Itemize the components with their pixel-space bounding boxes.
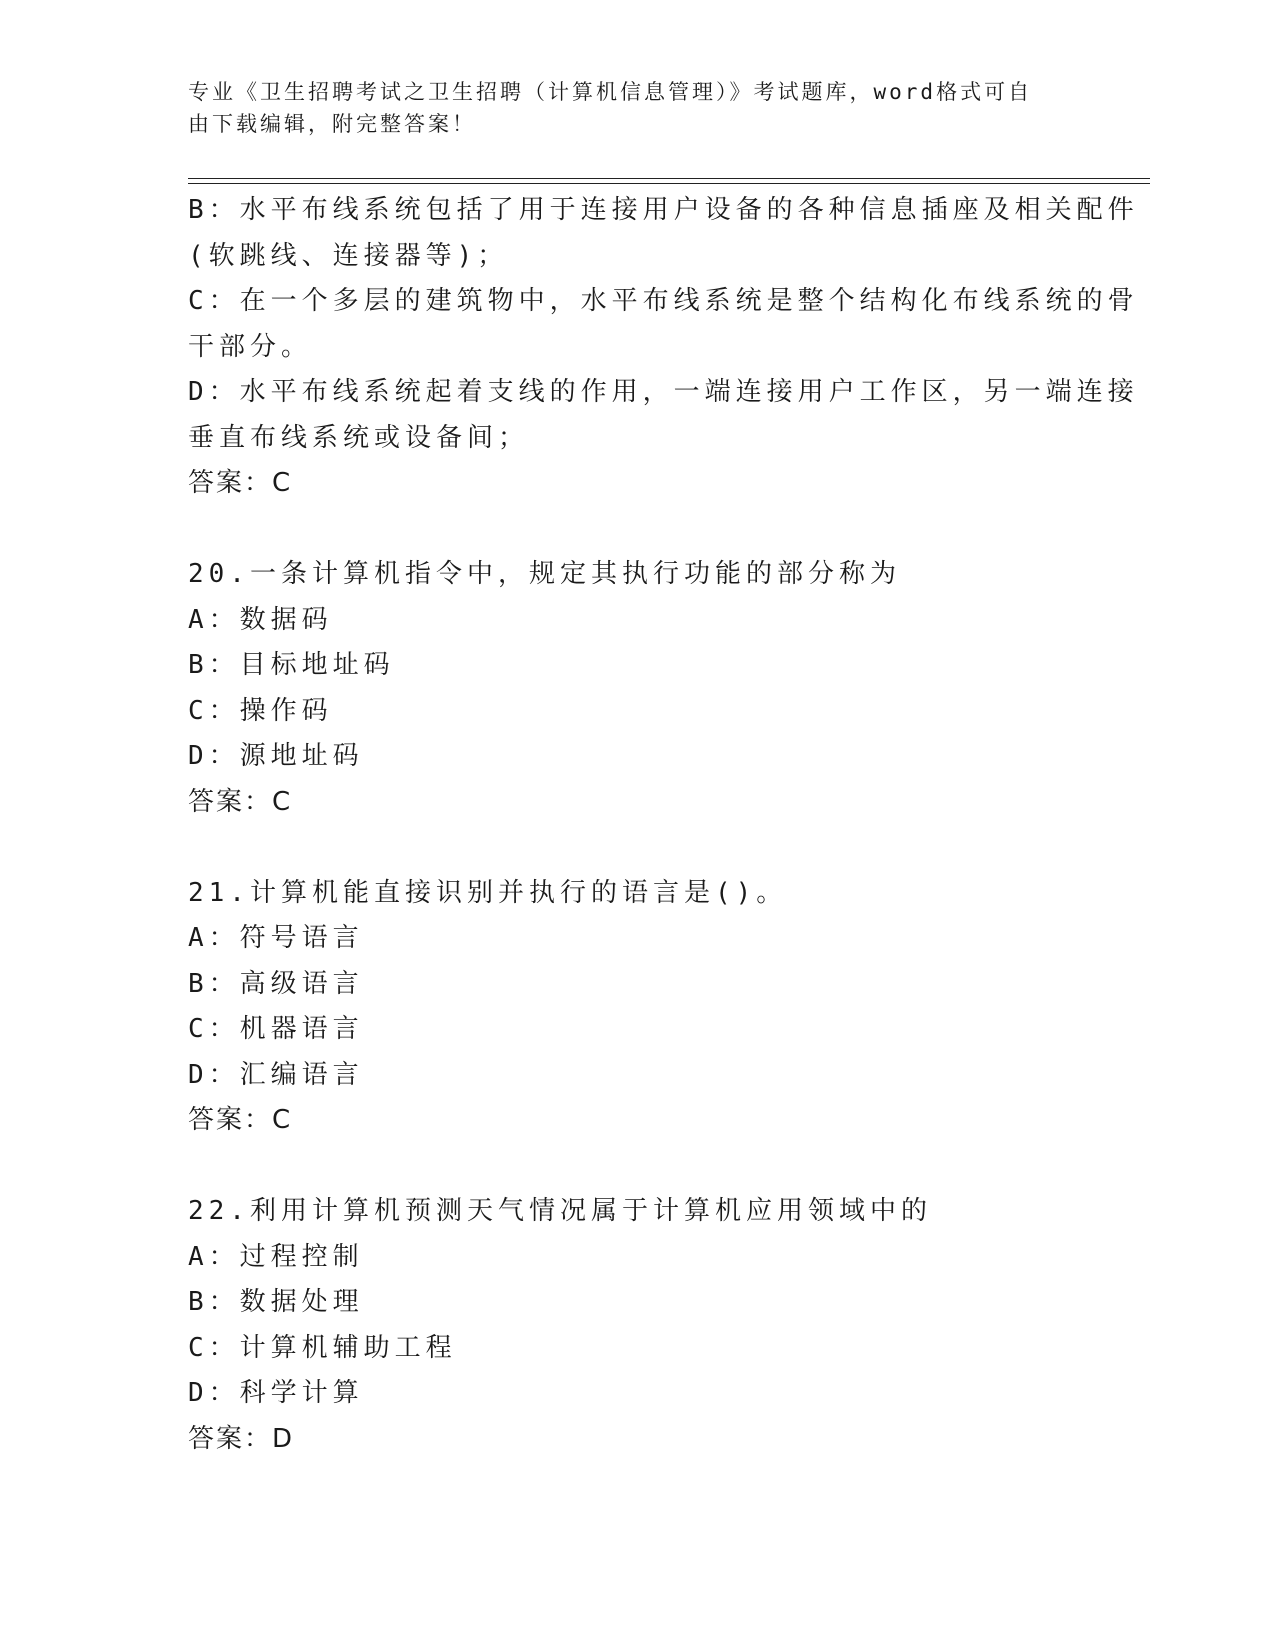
question-20 (188, 552, 1088, 825)
option-d: D：科学计算 (188, 1378, 364, 1408)
question-22 (188, 1189, 1088, 1462)
answer-line: 答案：C (188, 468, 293, 498)
option-c: C：计算机辅助工程 (188, 1332, 457, 1363)
option-a: A：符号语言 (188, 923, 364, 953)
option-d: D：源地址码 (188, 741, 364, 771)
document-header (188, 76, 1068, 140)
header-line-2: 由下载编辑，附完整答案！ (188, 112, 476, 136)
option-c: C：操作码 (188, 695, 333, 726)
option-b: B：高级语言 (188, 968, 364, 999)
spacer (188, 1144, 1088, 1190)
question-21 (188, 871, 1088, 1144)
option-b-line-1: B：水平布线系统包括了用于连接用户设备的各种信息插座及相关配件 (188, 195, 1139, 225)
header-divider-bottom (188, 183, 1150, 184)
question-stem: 21.计算机能直接识别并执行的语言是()。 (188, 877, 788, 908)
option-d: D：汇编语言 (188, 1059, 364, 1090)
question-stem: 22.利用计算机预测天气情况属于计算机应用领域中的 (188, 1196, 932, 1226)
header-divider-top (188, 178, 1150, 179)
answer-line: 答案：C (188, 786, 293, 817)
option-a: A：过程控制 (188, 1241, 364, 1272)
option-b: B：数据处理 (188, 1287, 364, 1317)
spacer (188, 507, 1088, 553)
option-c: C：机器语言 (188, 1014, 364, 1044)
spacer (188, 825, 1088, 871)
question-stem: 20.一条计算机指令中，规定其执行功能的部分称为 (188, 559, 901, 589)
option-d-line-2: 垂直布线系统或设备间； (188, 422, 530, 453)
question-19-continued (188, 188, 1139, 507)
option-b: B：目标地址码 (188, 650, 395, 680)
option-a: A：数据码 (188, 604, 333, 635)
document-body (188, 188, 1139, 1462)
option-b-line-2: (软跳线、连接器等)； (188, 240, 509, 271)
header-line-1: 专业《卫生招聘考试之卫生招聘（计算机信息管理）》考试题库，word格式可自 (188, 80, 1033, 104)
option-d-line-1: D：水平布线系统起着支线的作用，一端连接用户工作区，另一端连接 (188, 377, 1139, 407)
answer-line: 答案：C (188, 1105, 293, 1135)
option-c-line-1: C：在一个多层的建筑物中，水平布线系统是整个结构化布线系统的骨 (188, 286, 1139, 316)
answer-line: 答案：D (188, 1423, 295, 1454)
option-c-line-2: 干部分。 (188, 331, 313, 362)
